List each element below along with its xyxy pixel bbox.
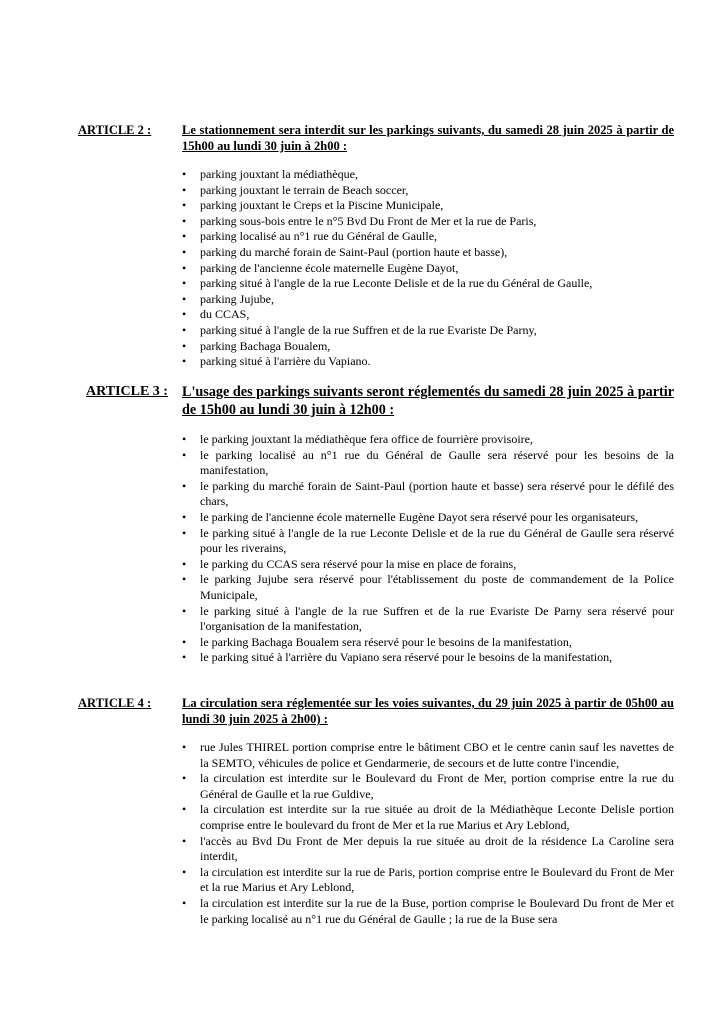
article-2-label: ARTICLE 2 : [78, 123, 152, 137]
list-item: • rue Jules THIREL portion comprise entre le bâtiment CBO et le centre canin sauf les navettes de la SEMTO, véhicules de police et Gendarmerie, de secours et de lutte contre l'incendie, [182, 740, 674, 771]
list-item: • le parking situé à l'arrière du Vapiano sera réservé pour le besoins de la manifestation, [182, 650, 674, 666]
list-item: • parking Bachaga Boualem, [182, 339, 674, 355]
list-item: • la circulation est interdite sur la rue de la Buse, portion comprise le Boulevard Du front de Mer et le parking localisé au n°1 rue du Général de Gaulle ; la rue de la Buse sera [182, 896, 674, 927]
list-item: • le parking de l'ancienne école maternelle Eugène Dayot sera réservé pour les organisateurs, [182, 510, 674, 526]
list-item: • le parking du marché forain de Saint-Paul (portion haute et basse) sera réservé pour le défilé des chars, [182, 479, 674, 510]
article-4-list [182, 740, 674, 927]
list-item: • le parking Jujube sera réservé pour l'établissement du poste de commandement de la Police Municipale, [182, 572, 674, 603]
list-item: • l'accès au Bvd Du Front de Mer depuis la rue située au droit de la résidence La Caroline sera interdit, [182, 834, 674, 865]
list-item: • parking situé à l'angle de la rue Leconte Delisle et de la rue du Général de Gaulle, [182, 276, 674, 292]
list-item: • parking jouxtant le terrain de Beach soccer, [182, 183, 674, 199]
list-item: • la circulation est interdite sur la rue de Paris, portion comprise entre le Boulevard du Front de Mer et la rue Marius et Ary Leblond, [182, 865, 674, 896]
article-3-list [182, 432, 674, 666]
article-2-list [182, 167, 674, 370]
list-item: • parking Jujube, [182, 292, 674, 308]
list-item: • parking sous-bois entre le n°5 Bvd Du Front de Mer et la rue de Paris, [182, 214, 674, 230]
list-item: • le parking localisé au n°1 rue du Général de Gaulle sera réservé pour les besoins de la manifestation, [182, 448, 674, 479]
list-item: • le parking situé à l'angle de la rue Leconte Delisle et de la rue du Général de Gaulle sera réservé pour les riverains, [182, 526, 674, 557]
article-3-title: L'usage des parkings suivants seront réglementés du samedi 28 juin 2025 à partir de 15h00 au lundi 30 juin à 12h00 : [182, 384, 674, 418]
article-4-title: La circulation sera réglementée sur les voies suivantes, du 29 juin 2025 à partir de 05h00 au lundi 30 juin 2025 à 2h00) : [182, 696, 674, 726]
list-item: • parking situé à l'arrière du Vapiano. [182, 354, 674, 370]
list-item: • parking situé à l'angle de la rue Suffren et de la rue Evariste De Parny, [182, 323, 674, 339]
list-item: • parking de l'ancienne école maternelle Eugène Dayot, [182, 261, 674, 277]
list-item: • la circulation est interdite sur la rue située au droit de la Médiathèque Leconte Delisle portion comprise entre le boulevard du front de Mer et la rue Marius et Ary Leblond, [182, 802, 674, 833]
list-item: • le parking jouxtant la médiathèque fera office de fourrière provisoire, [182, 432, 674, 448]
list-item: • parking du marché forain de Saint-Paul (portion haute et basse), [182, 245, 674, 261]
article-2-title: Le stationnement sera interdit sur les parkings suivants, du samedi 28 juin 2025 à partir de 15h00 au lundi 30 juin à 2h00 : [182, 123, 674, 153]
list-item: • parking localisé au n°1 rue du Général de Gaulle, [182, 229, 674, 245]
list-item: • parking jouxtant la médiathèque, [182, 167, 674, 183]
article-3-label: ARTICLE 3 : [86, 384, 168, 399]
list-item: • du CCAS, [182, 307, 674, 323]
article-4-label: ARTICLE 4 : [78, 696, 152, 710]
list-item: • la circulation est interdite sur le Boulevard du Front de Mer, portion comprise entre la rue du Général de Gaulle et la rue Guldive, [182, 771, 674, 802]
list-item: • le parking du CCAS sera réservé pour la mise en place de forains, [182, 557, 674, 573]
list-item: • le parking situé à l'angle de la rue Suffren et de la rue Evariste De Parny sera réservé pour l'organisation de la manifestation, [182, 604, 674, 635]
list-item: • parking jouxtant le Creps et la Piscine Municipale, [182, 198, 674, 214]
list-item: • le parking Bachaga Boualem sera réservé pour le besoins de la manifestation, [182, 635, 674, 651]
